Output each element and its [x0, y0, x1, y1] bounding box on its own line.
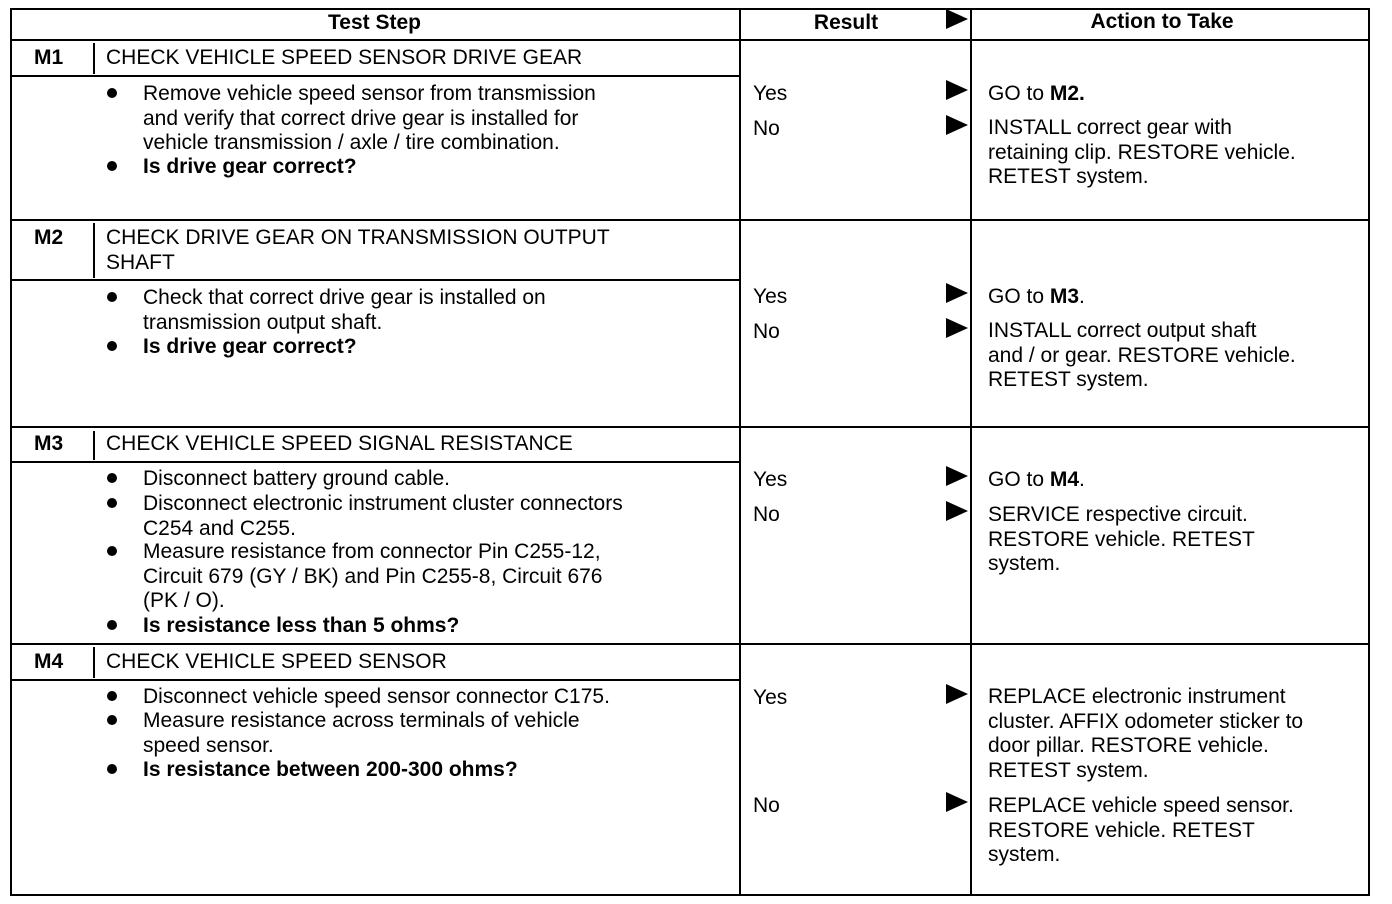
row-divider-m1: [10, 219, 1370, 221]
bullet-icon: [107, 292, 117, 302]
m4-action-yes: [988, 685, 1368, 783]
step-title-m4: CHECK VEHICLE SPEED SENSOR: [106, 650, 447, 673]
step-title-m2: [106, 226, 610, 275]
step-id-m3: M3: [34, 432, 64, 455]
m4-no-arrow-icon: [946, 792, 968, 812]
step-m3-bullet-3: [143, 540, 603, 614]
bullet-icon: [107, 620, 117, 630]
step-m3-question: Is resistance less than 5 ohms?: [143, 614, 460, 637]
m4-title-divider: [10, 679, 739, 681]
action-ref: M3: [1049, 285, 1080, 308]
action-line: door pillar. RESTORE vehicle.: [988, 734, 1269, 757]
m3-no-arrow-icon: [946, 501, 968, 521]
step-m1-bullet-1: [143, 82, 596, 156]
title-line: CHECK DRIVE GEAR ON TRANSMISSION OUTPUT: [106, 226, 610, 249]
bullet-icon: [107, 715, 117, 725]
action-text: GO to: [988, 285, 1050, 308]
step-title-m1: CHECK VEHICLE SPEED SENSOR DRIVE GEAR: [106, 46, 583, 69]
bullet-icon: [107, 498, 117, 508]
m2-action-no: [988, 319, 1368, 393]
bullet-line: Check that correct drive gear is installed on: [143, 286, 546, 309]
m2-result-yes: Yes: [753, 285, 788, 308]
step-m4-question: Is resistance between 200-300 ohms?: [143, 758, 518, 781]
row-divider-m3: [10, 643, 1370, 645]
action-ref: M4: [1049, 468, 1080, 491]
action-line: cluster. AFFIX odometer sticker to: [988, 709, 1304, 733]
m2-yes-arrow-icon: [946, 283, 968, 303]
bullet-icon: [107, 341, 117, 351]
bullet-line: transmission output shaft.: [143, 310, 383, 334]
m2-action-yes: [988, 285, 1368, 310]
bullet-icon: [107, 88, 117, 98]
bullet-icon: [107, 546, 117, 556]
m1-result-no: No: [753, 117, 780, 140]
step-m2-bullet-1: [143, 286, 546, 335]
m1-no-arrow-icon: [946, 115, 968, 135]
row-divider-m2: [10, 426, 1370, 428]
title-line: SHAFT: [106, 250, 175, 274]
bullet-line: (PK / O).: [143, 589, 225, 612]
step-m1-question: Is drive gear correct?: [143, 155, 357, 178]
m4-yes-arrow-icon: [946, 684, 968, 704]
action-line: RETEST system.: [988, 758, 1149, 782]
bullet-line: Circuit 679 (GY / BK) and Pin C255-8, Circuit 676: [143, 564, 603, 588]
bullet-line: Disconnect electronic instrument cluster connectors: [143, 492, 623, 515]
m2-title-divider: [10, 279, 739, 281]
m1-result-yes: Yes: [753, 82, 788, 105]
bullet-line: Measure resistance from connector Pin C255-12,: [143, 540, 601, 563]
bullet-line: Remove vehicle speed sensor from transmission: [143, 82, 596, 105]
table-right-border: [1368, 8, 1370, 896]
action-line: RESTORE vehicle. RETEST: [988, 818, 1255, 842]
m1-action-no: [988, 116, 1368, 190]
m1-action-yes: [988, 82, 1368, 107]
m1-title-divider: [10, 75, 739, 77]
header-action: Action to Take: [1090, 10, 1234, 33]
action-line: system.: [988, 843, 1061, 866]
column-divider-action: [970, 8, 972, 896]
m4-action-no: [988, 794, 1368, 868]
m3-result-no: No: [753, 503, 780, 526]
m4-result-no: No: [753, 794, 780, 817]
table-left-border: [10, 8, 12, 896]
m2-result-no: No: [753, 320, 780, 343]
action-text: GO to: [988, 82, 1050, 105]
step-m4-bullet-2: [143, 709, 580, 758]
m3-yes-arrow-icon: [946, 466, 968, 486]
step-id-m2: M2: [34, 226, 64, 249]
m3-action-yes: [988, 468, 1368, 493]
action-line: RETEST system.: [988, 368, 1149, 391]
step-m3-bullet-1: Disconnect battery ground cable.: [143, 467, 451, 490]
action-suffix: .: [1079, 285, 1085, 308]
bullet-line: speed sensor.: [143, 733, 274, 757]
m3-action-no: [988, 503, 1368, 577]
action-line: REPLACE electronic instrument: [988, 685, 1286, 708]
bullet-line: vehicle transmission / axle / tire combination.: [143, 131, 560, 154]
bullet-line: C254 and C255.: [143, 516, 296, 540]
header-divider: [10, 39, 1370, 41]
action-ref: M2.: [1049, 82, 1085, 105]
m3-title-divider: [10, 461, 739, 463]
bullet-icon: [107, 691, 117, 701]
step-m2-question: Is drive gear correct?: [143, 335, 357, 358]
m3-id-divider: [93, 431, 95, 460]
action-text: GO to: [988, 468, 1050, 491]
action-line: SERVICE respective circuit.: [988, 503, 1248, 526]
m4-result-yes: Yes: [753, 686, 788, 709]
header-test-step: Test Step: [328, 11, 421, 34]
bullet-icon: [107, 764, 117, 774]
bullet-icon: [107, 161, 117, 171]
action-suffix: .: [1079, 468, 1085, 491]
m1-yes-arrow-icon: [946, 80, 968, 100]
column-divider-result: [739, 8, 741, 896]
bullet-line: and verify that correct drive gear is installed for: [143, 106, 579, 130]
step-m3-bullet-2: [143, 492, 623, 541]
step-m4-bullet-1: Disconnect vehicle speed sensor connector C175.: [143, 685, 610, 708]
m2-id-divider: [93, 223, 95, 278]
action-line: and / or gear. RESTORE vehicle.: [988, 343, 1296, 367]
action-line: RESTORE vehicle. RETEST: [988, 527, 1255, 551]
m4-id-divider: [93, 647, 95, 678]
m1-id-divider: [93, 43, 95, 74]
header-result: Result: [813, 11, 879, 34]
action-line: RETEST system.: [988, 165, 1149, 188]
bullet-line: Measure resistance across terminals of vehicle: [143, 709, 580, 732]
m2-no-arrow-icon: [946, 318, 968, 338]
action-line: retaining clip. RESTORE vehicle.: [988, 140, 1296, 164]
bullet-icon: [107, 473, 117, 483]
step-id-m4: M4: [34, 650, 64, 673]
step-id-m1: M1: [34, 46, 64, 69]
header-arrow-icon: [946, 9, 968, 29]
action-line: INSTALL correct gear with: [988, 116, 1232, 139]
table-bottom-border: [10, 894, 1370, 896]
m3-result-yes: Yes: [753, 468, 788, 491]
action-line: REPLACE vehicle speed sensor.: [988, 794, 1294, 817]
action-line: system.: [988, 552, 1061, 575]
step-title-m3: CHECK VEHICLE SPEED SIGNAL RESISTANCE: [106, 432, 573, 455]
action-line: INSTALL correct output shaft: [988, 319, 1257, 342]
